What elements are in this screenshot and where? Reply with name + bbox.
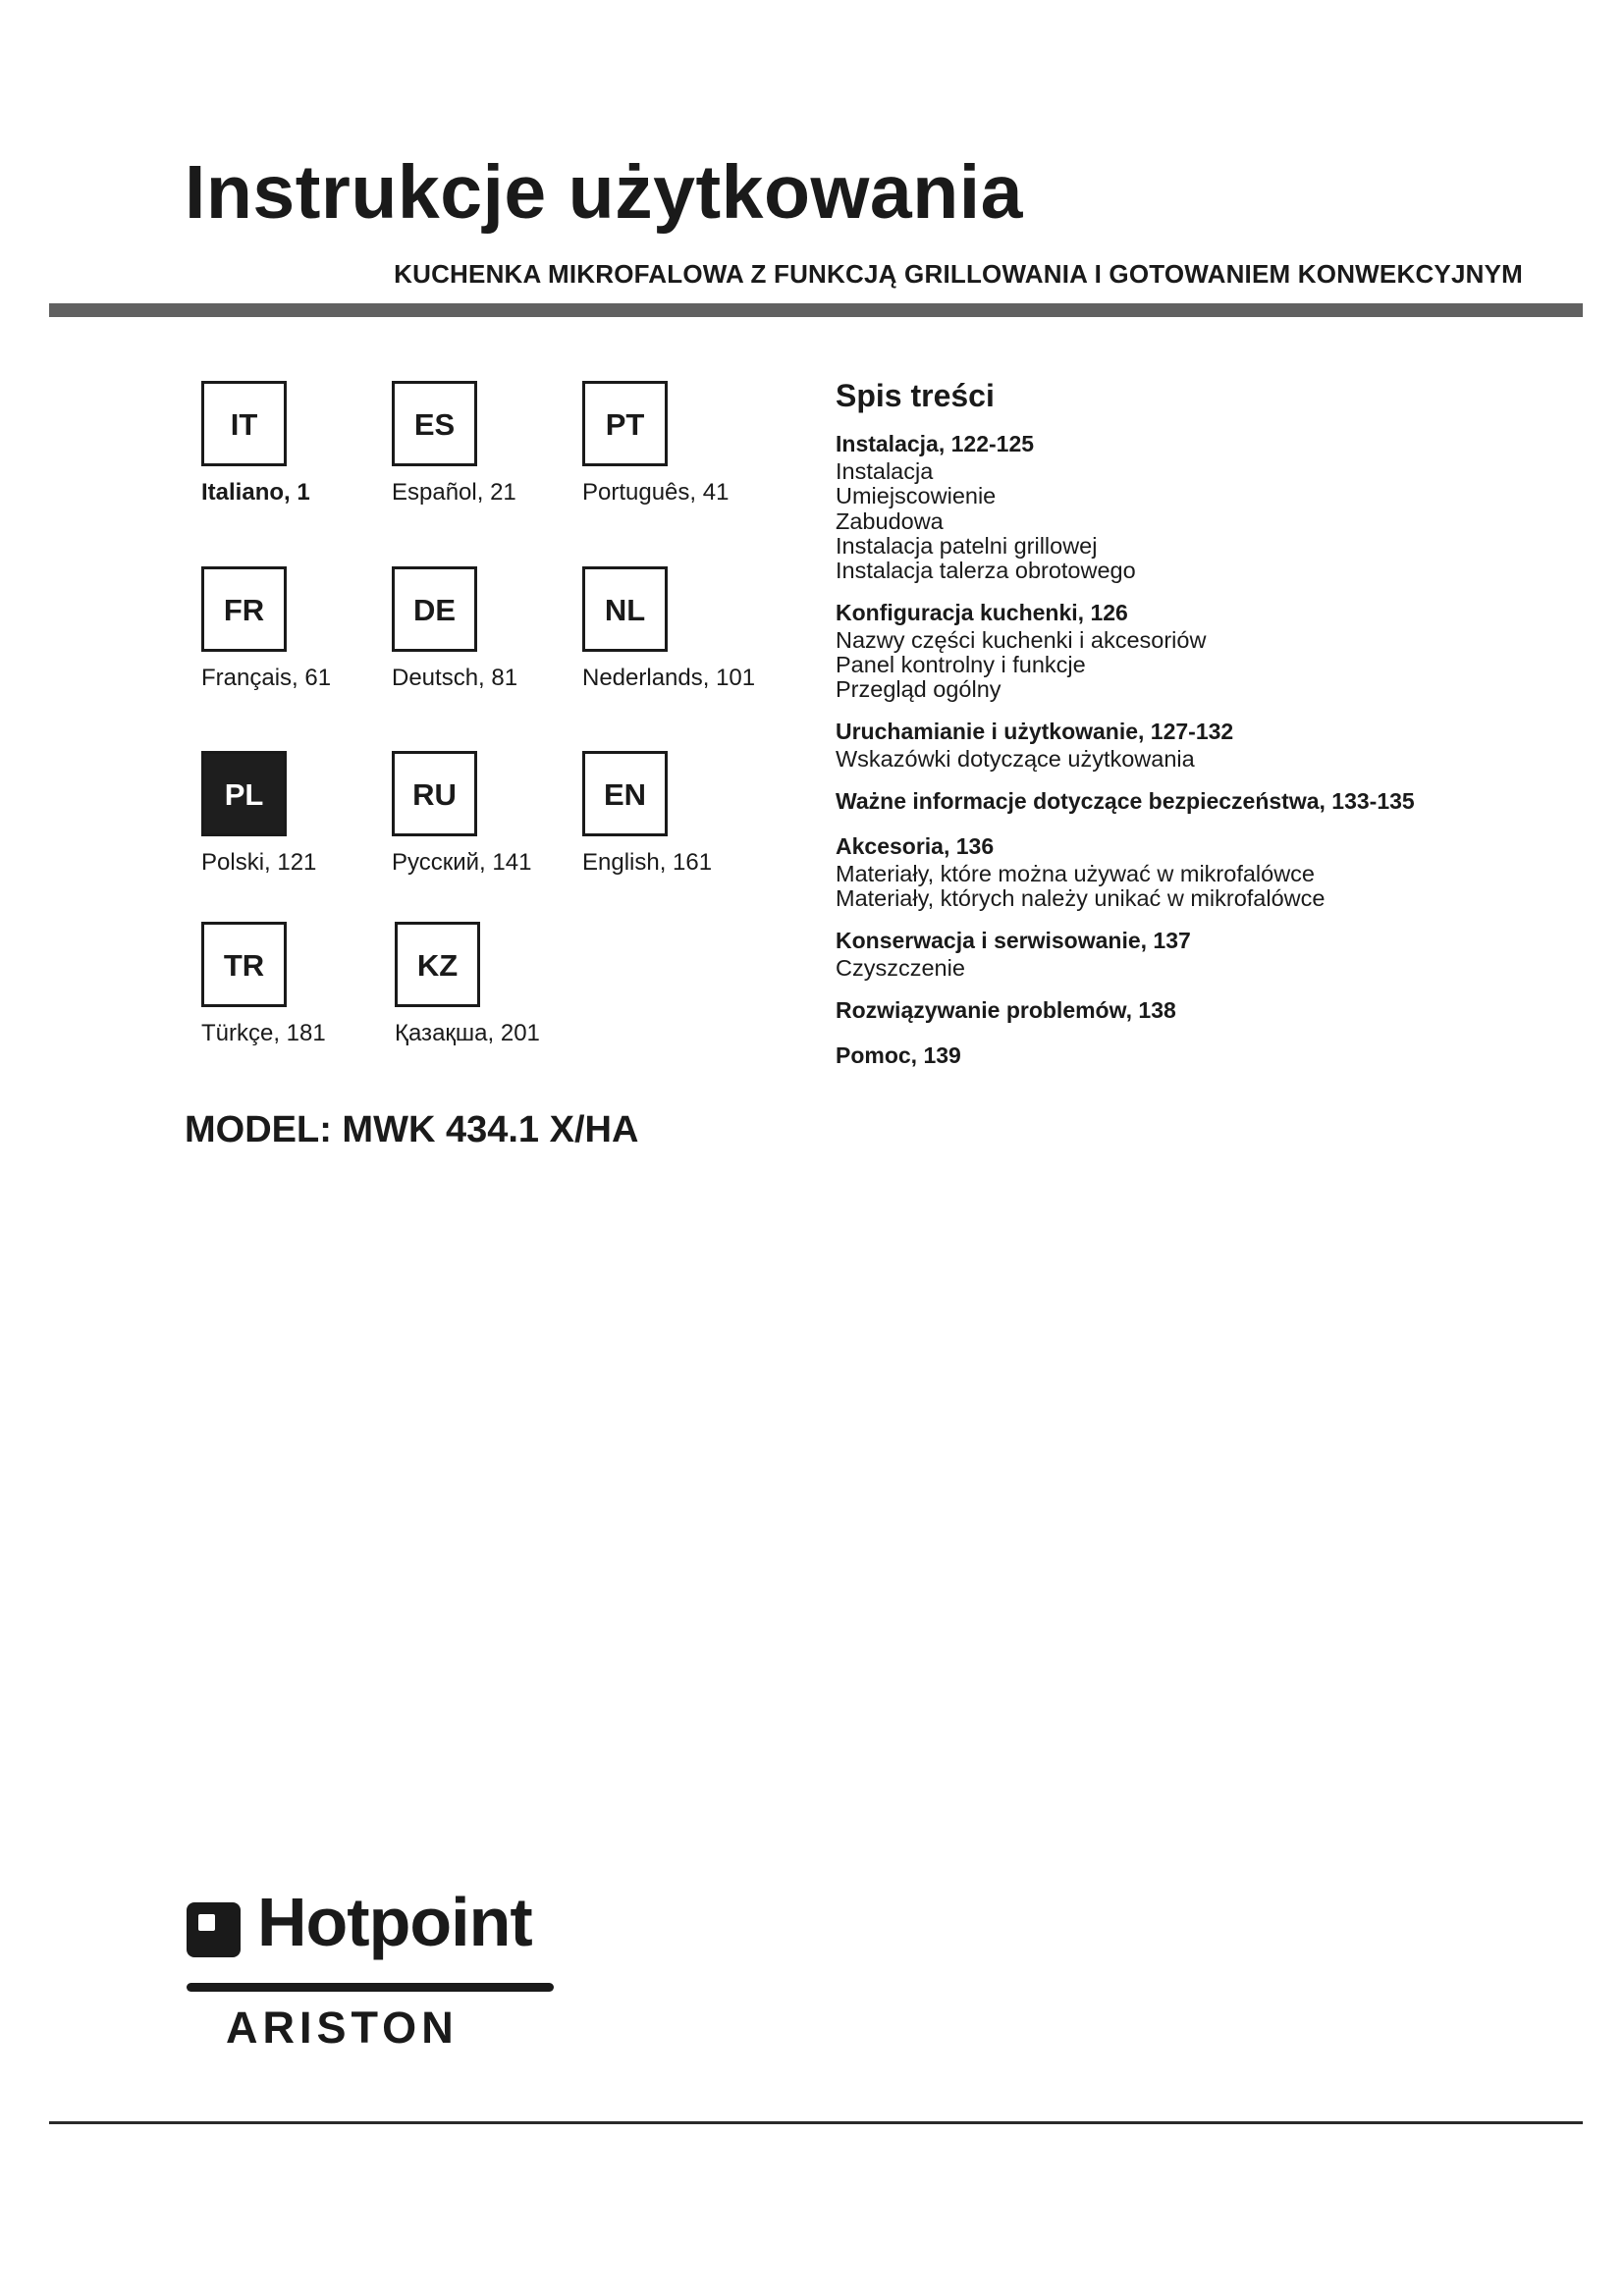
toc-section-title[interactable]: Uruchamianie i użytkowanie, 127-132 [836, 719, 1234, 745]
language-label: Deutsch, 81 [392, 665, 518, 691]
toc-item[interactable]: Materiały, które można używać w mikrofalówce [836, 861, 1315, 887]
logo-brand-text: Hotpoint [257, 1884, 532, 1960]
toc-item[interactable]: Instalacja patelni grillowej [836, 532, 1098, 559]
hotpoint-ariston-logo [187, 1884, 556, 2063]
language-code-box-active[interactable]: PL [201, 751, 287, 836]
toc-item[interactable]: Materiały, których należy unikać w mikrofalówce [836, 885, 1326, 912]
page-title: Instrukcje użytkowania [185, 150, 1023, 235]
language-label: Türkçe, 181 [201, 1020, 326, 1046]
language-item-tr[interactable] [201, 922, 388, 1047]
toc-item[interactable]: Nazwy części kuchenki i akcesoriów [836, 626, 1207, 653]
language-item-pl[interactable] [201, 751, 388, 877]
language-code-box[interactable]: ES [392, 381, 477, 466]
language-code-box[interactable]: PT [582, 381, 668, 466]
footer-divider [49, 2121, 1583, 2124]
toc-section-uruchamianie [836, 718, 1543, 772]
language-item-kz[interactable] [395, 922, 581, 1047]
language-code-box[interactable]: NL [582, 566, 668, 652]
language-item-fr[interactable] [201, 566, 388, 692]
toc-section-title[interactable]: Konfiguracja kuchenki, 126 [836, 599, 1128, 625]
language-item-ru[interactable] [392, 751, 578, 877]
toc-section-konfiguracja [836, 599, 1543, 702]
language-code-box[interactable]: RU [392, 751, 477, 836]
language-label: Español, 21 [392, 479, 516, 506]
language-item-en[interactable] [582, 751, 769, 877]
toc-section-konserwacja [836, 927, 1543, 981]
language-label: Қазақша, 201 [395, 1020, 540, 1046]
toc-item[interactable]: Przegląd ogólny [836, 676, 1001, 703]
language-label: Italiano, 1 [201, 479, 310, 506]
language-item-it[interactable] [201, 381, 388, 507]
table-of-contents [836, 377, 1543, 1087]
language-code-box[interactable]: TR [201, 922, 287, 1007]
toc-section-pomoc [836, 1041, 1543, 1071]
language-label: Português, 41 [582, 479, 730, 506]
toc-item[interactable]: Zabudowa [836, 507, 944, 534]
language-label: English, 161 [582, 849, 713, 876]
language-item-de[interactable] [392, 566, 578, 692]
language-code-box[interactable]: FR [201, 566, 287, 652]
logo-divider [187, 1983, 554, 1992]
language-label: Français, 61 [201, 665, 332, 691]
toc-section-title[interactable]: Ważne informacje dotyczące bezpieczeństwa, 133-135 [836, 788, 1415, 815]
toc-section-title[interactable]: Rozwiązywanie problemów, 138 [836, 997, 1176, 1024]
toc-item[interactable]: Wskazówki dotyczące użytkowania [836, 746, 1195, 773]
language-label: Polski, 121 [201, 849, 317, 876]
product-subtitle: KUCHENKA MIKROFALOWA Z FUNKCJĄ GRILLOWANIA I GOTOWANIEM KONWEKCYJNYM [394, 259, 1523, 289]
hotpoint-logo-icon [187, 1902, 241, 1957]
header-divider-bar [49, 303, 1583, 317]
toc-item[interactable]: Instalacja talerza obrotowego [836, 557, 1136, 583]
logo-sub-brand-text: ARISTON [226, 2002, 459, 2053]
language-item-pt[interactable] [582, 381, 769, 507]
toc-item[interactable]: Umiejscowienie [836, 483, 997, 509]
language-item-nl[interactable] [582, 566, 769, 692]
model-number: MODEL: MWK 434.1 X/HA [185, 1109, 639, 1150]
language-label: Русский, 141 [392, 849, 532, 876]
language-code-box[interactable]: EN [582, 751, 668, 836]
toc-section-title[interactable]: Instalacja, 122-125 [836, 431, 1035, 457]
toc-section-akcesoria [836, 832, 1543, 911]
toc-section-title[interactable]: Konserwacja i serwisowanie, 137 [836, 928, 1191, 954]
language-label: Nederlands, 101 [582, 665, 756, 691]
toc-section-instalacja [836, 430, 1543, 583]
toc-section-title[interactable]: Pomoc, 139 [836, 1042, 961, 1069]
toc-item[interactable]: Czyszczenie [836, 955, 965, 982]
toc-section-title[interactable]: Akcesoria, 136 [836, 833, 995, 860]
language-code-box[interactable]: IT [201, 381, 287, 466]
toc-item[interactable]: Panel kontrolny i funkcje [836, 652, 1086, 678]
language-code-box[interactable]: DE [392, 566, 477, 652]
toc-item[interactable]: Instalacja [836, 458, 934, 485]
toc-section-rozwiazywanie [836, 996, 1543, 1026]
language-item-es[interactable] [392, 381, 578, 507]
toc-heading: Spis treści [836, 378, 995, 413]
toc-section-bezpieczenstwo [836, 787, 1543, 817]
language-code-box[interactable]: KZ [395, 922, 480, 1007]
